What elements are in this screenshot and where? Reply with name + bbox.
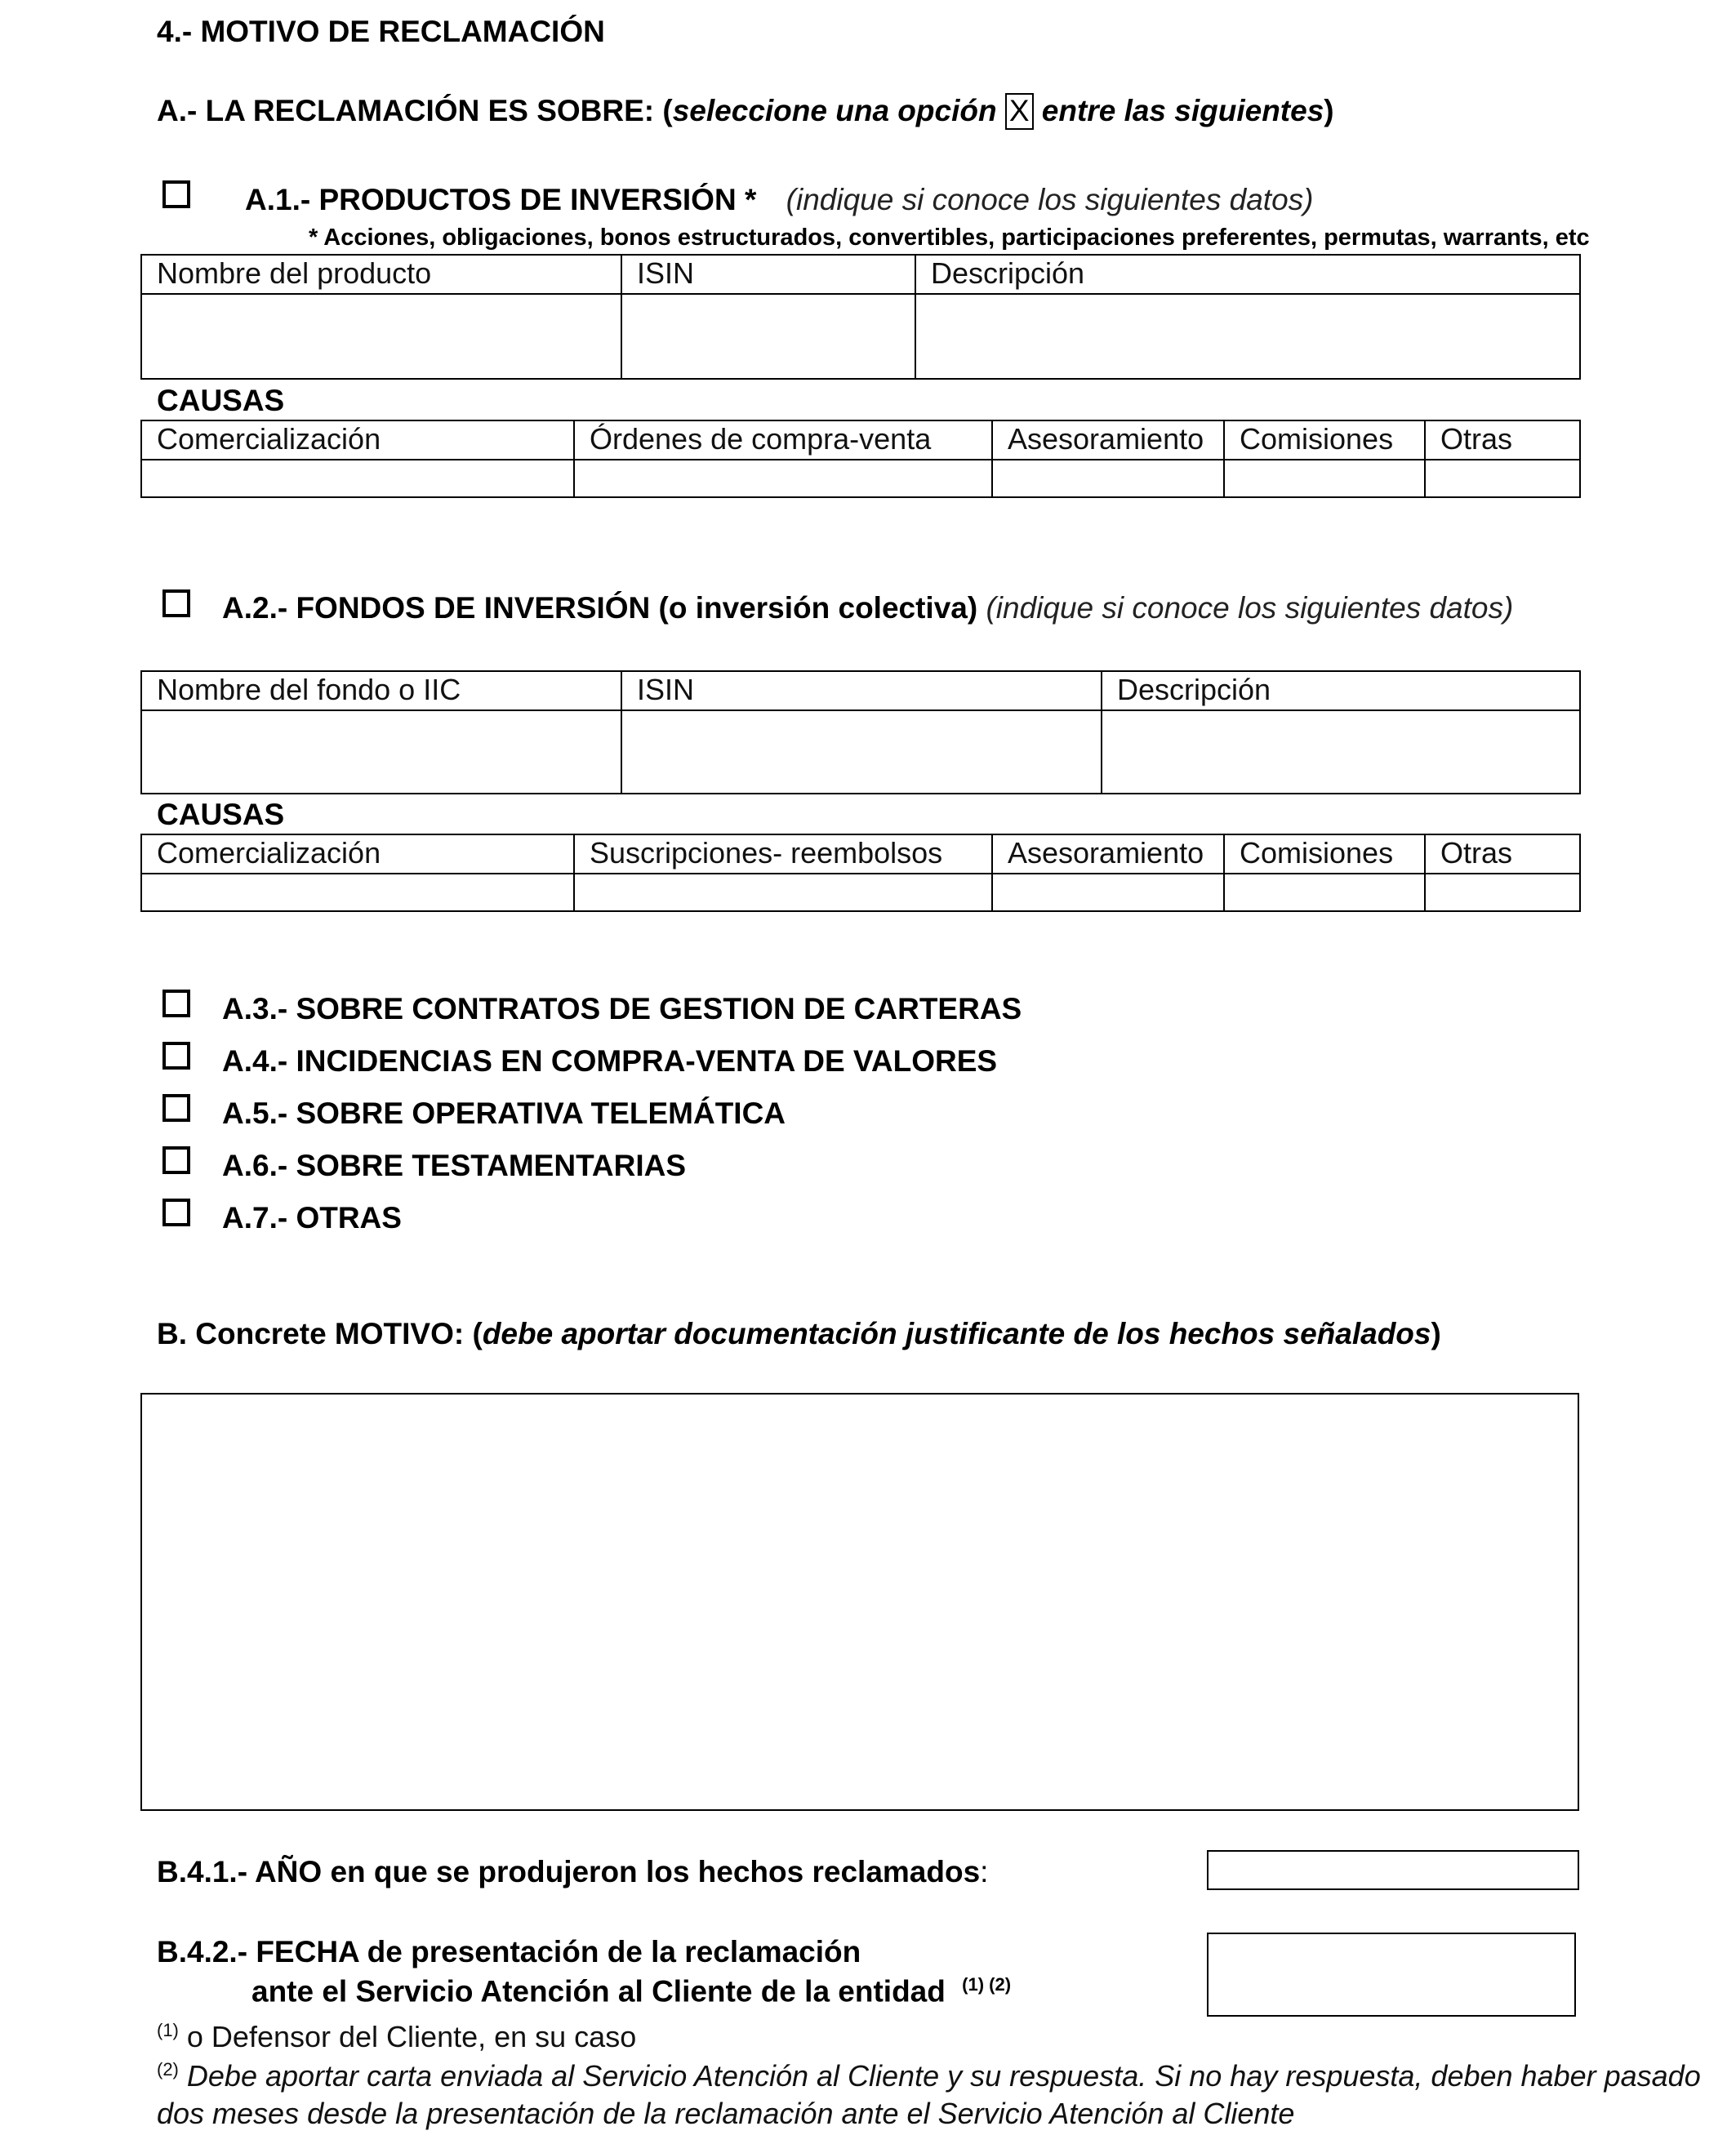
a2-checkbox[interactable] bbox=[162, 589, 190, 617]
b-heading-italic: debe aportar documentación justificante de los hechos señalados bbox=[482, 1317, 1431, 1350]
a2-label: A.2.- FONDOS DE INVERSIÓN (o inversión colectiva) bbox=[222, 591, 978, 625]
a1-product-table bbox=[140, 254, 1581, 380]
a6-label: A.6.- SOBRE TESTAMENTARIAS bbox=[222, 1149, 687, 1182]
a5-checkbox[interactable] bbox=[162, 1094, 190, 1122]
a1-header-nombre: Nombre del producto bbox=[141, 255, 621, 294]
a1-causa-comercializacion-input[interactable] bbox=[141, 460, 574, 497]
a3-checkbox[interactable] bbox=[162, 990, 190, 1017]
a2-causa-suscripciones: Suscripciones- reembolsos bbox=[574, 834, 992, 874]
a2-header-isin: ISIN bbox=[621, 671, 1102, 710]
footnote-1-text: o Defensor del Cliente, en su caso bbox=[186, 2020, 637, 2053]
a-heading-bold: A.- LA RECLAMACIÓN ES SOBRE: ( bbox=[157, 94, 673, 127]
footnote-2-line1: Debe aportar carta enviada al Servicio Atención al Cliente y su respuesta. Si no hay respuesta, deben haber pasado bbox=[186, 2059, 1701, 2093]
a-heading-italic1: seleccione una opción bbox=[672, 94, 1005, 127]
a1-causa-comisiones: Comisiones bbox=[1224, 420, 1425, 460]
a2-fund-table bbox=[140, 670, 1581, 794]
b42-superscript: (1) (2) bbox=[962, 1974, 1012, 1995]
a1-descripcion-input[interactable] bbox=[915, 294, 1580, 379]
a2-causa-suscripciones-input[interactable] bbox=[574, 874, 992, 911]
footnote-2 bbox=[157, 2059, 1701, 2093]
a2-causa-asesoramiento-input[interactable] bbox=[992, 874, 1224, 911]
a2-heading bbox=[222, 591, 1513, 625]
a2-hint: (indique si conoce los siguientes datos) bbox=[986, 591, 1514, 625]
b41-heading bbox=[157, 1855, 988, 1889]
a1-causa-comisiones-input[interactable] bbox=[1224, 460, 1425, 497]
a2-causas-title: CAUSAS bbox=[157, 798, 285, 831]
a-heading-italic2: entre las siguientes bbox=[1033, 94, 1324, 127]
a2-isin-input[interactable] bbox=[621, 710, 1102, 794]
a-heading bbox=[157, 93, 1334, 130]
a1-causa-otras-input[interactable] bbox=[1425, 460, 1580, 497]
a2-causa-otras-input[interactable] bbox=[1425, 874, 1580, 911]
a1-causa-otras: Otras bbox=[1425, 420, 1580, 460]
a4-checkbox[interactable] bbox=[162, 1042, 190, 1070]
a2-causas-table bbox=[140, 834, 1581, 912]
footnote-2-mark: (2) bbox=[157, 2059, 179, 2080]
a1-causa-comercializacion: Comercialización bbox=[141, 420, 574, 460]
a2-header-nombre: Nombre del fondo o IIC bbox=[141, 671, 621, 710]
section-title: 4.- MOTIVO DE RECLAMACIÓN bbox=[157, 15, 605, 48]
a1-causa-ordenes-input[interactable] bbox=[574, 460, 992, 497]
a2-causa-comercializacion-input[interactable] bbox=[141, 874, 574, 911]
a2-header-descripcion: Descripción bbox=[1102, 671, 1580, 710]
a1-hint: (indique si conoce los siguientes datos) bbox=[786, 183, 1314, 216]
b-heading bbox=[157, 1317, 1441, 1351]
a1-note: * Acciones, obligaciones, bonos estructurados, convertibles, participaciones preferentes, permutas, warrants, etc bbox=[309, 225, 1590, 251]
a1-isin-input[interactable] bbox=[621, 294, 915, 379]
a7-label: A.7.- OTRAS bbox=[222, 1201, 402, 1234]
b-heading-bold: B. Concrete MOTIVO: ( bbox=[157, 1317, 483, 1350]
footnote-1 bbox=[157, 2020, 636, 2054]
year-input[interactable] bbox=[1207, 1850, 1579, 1890]
a3-label: A.3.- SOBRE CONTRATOS DE GESTION DE CARTERAS bbox=[222, 992, 1022, 1025]
b41-colon: : bbox=[980, 1855, 989, 1888]
x-mark-box: X bbox=[1005, 93, 1034, 130]
a1-causa-asesoramiento-input[interactable] bbox=[992, 460, 1224, 497]
a7-checkbox[interactable] bbox=[162, 1199, 190, 1226]
b41-label: B.4.1.- AÑO en que se produjeron los hechos reclamados bbox=[157, 1855, 981, 1888]
date-input[interactable] bbox=[1207, 1933, 1576, 2017]
a6-checkbox[interactable] bbox=[162, 1146, 190, 1174]
footnote-1-mark: (1) bbox=[157, 2020, 179, 2040]
b42-line1: B.4.2.- FECHA de presentación de la reclamación bbox=[157, 1935, 861, 1968]
a2-descripcion-input[interactable] bbox=[1102, 710, 1580, 794]
a2-causa-comisiones: Comisiones bbox=[1224, 834, 1425, 874]
motivo-textarea[interactable] bbox=[140, 1393, 1579, 1811]
footnote-2-line2: dos meses desde la presentación de la reclamación ante el Servicio Atención al Cliente bbox=[157, 2097, 1295, 2130]
a5-label: A.5.- SOBRE OPERATIVA TELEMÁTICA bbox=[222, 1097, 786, 1130]
a2-nombre-input[interactable] bbox=[141, 710, 621, 794]
a1-causa-asesoramiento: Asesoramiento bbox=[992, 420, 1224, 460]
a1-causas-table bbox=[140, 420, 1581, 498]
a1-nombre-input[interactable] bbox=[141, 294, 621, 379]
a-heading-close: ) bbox=[1324, 94, 1334, 127]
a2-causa-comercializacion: Comercialización bbox=[141, 834, 574, 874]
a2-causa-asesoramiento: Asesoramiento bbox=[992, 834, 1224, 874]
a1-causas-title: CAUSAS bbox=[157, 384, 285, 417]
a1-checkbox[interactable] bbox=[162, 180, 190, 208]
b42-line2-wrap bbox=[251, 1974, 1011, 2008]
a2-causa-otras: Otras bbox=[1425, 834, 1580, 874]
a1-header-descripcion: Descripción bbox=[915, 255, 1580, 294]
a1-causa-ordenes: Órdenes de compra-venta bbox=[574, 420, 992, 460]
a4-label: A.4.- INCIDENCIAS EN COMPRA-VENTA DE VALORES bbox=[222, 1044, 998, 1078]
b42-line2: ante el Servicio Atención al Cliente de la entidad bbox=[251, 1974, 946, 2008]
a1-label: A.1.- PRODUCTOS DE INVERSIÓN * bbox=[245, 183, 757, 216]
b-heading-close: ) bbox=[1431, 1317, 1441, 1350]
a2-causa-comisiones-input[interactable] bbox=[1224, 874, 1425, 911]
a1-heading bbox=[245, 183, 1313, 217]
a1-header-isin: ISIN bbox=[621, 255, 915, 294]
